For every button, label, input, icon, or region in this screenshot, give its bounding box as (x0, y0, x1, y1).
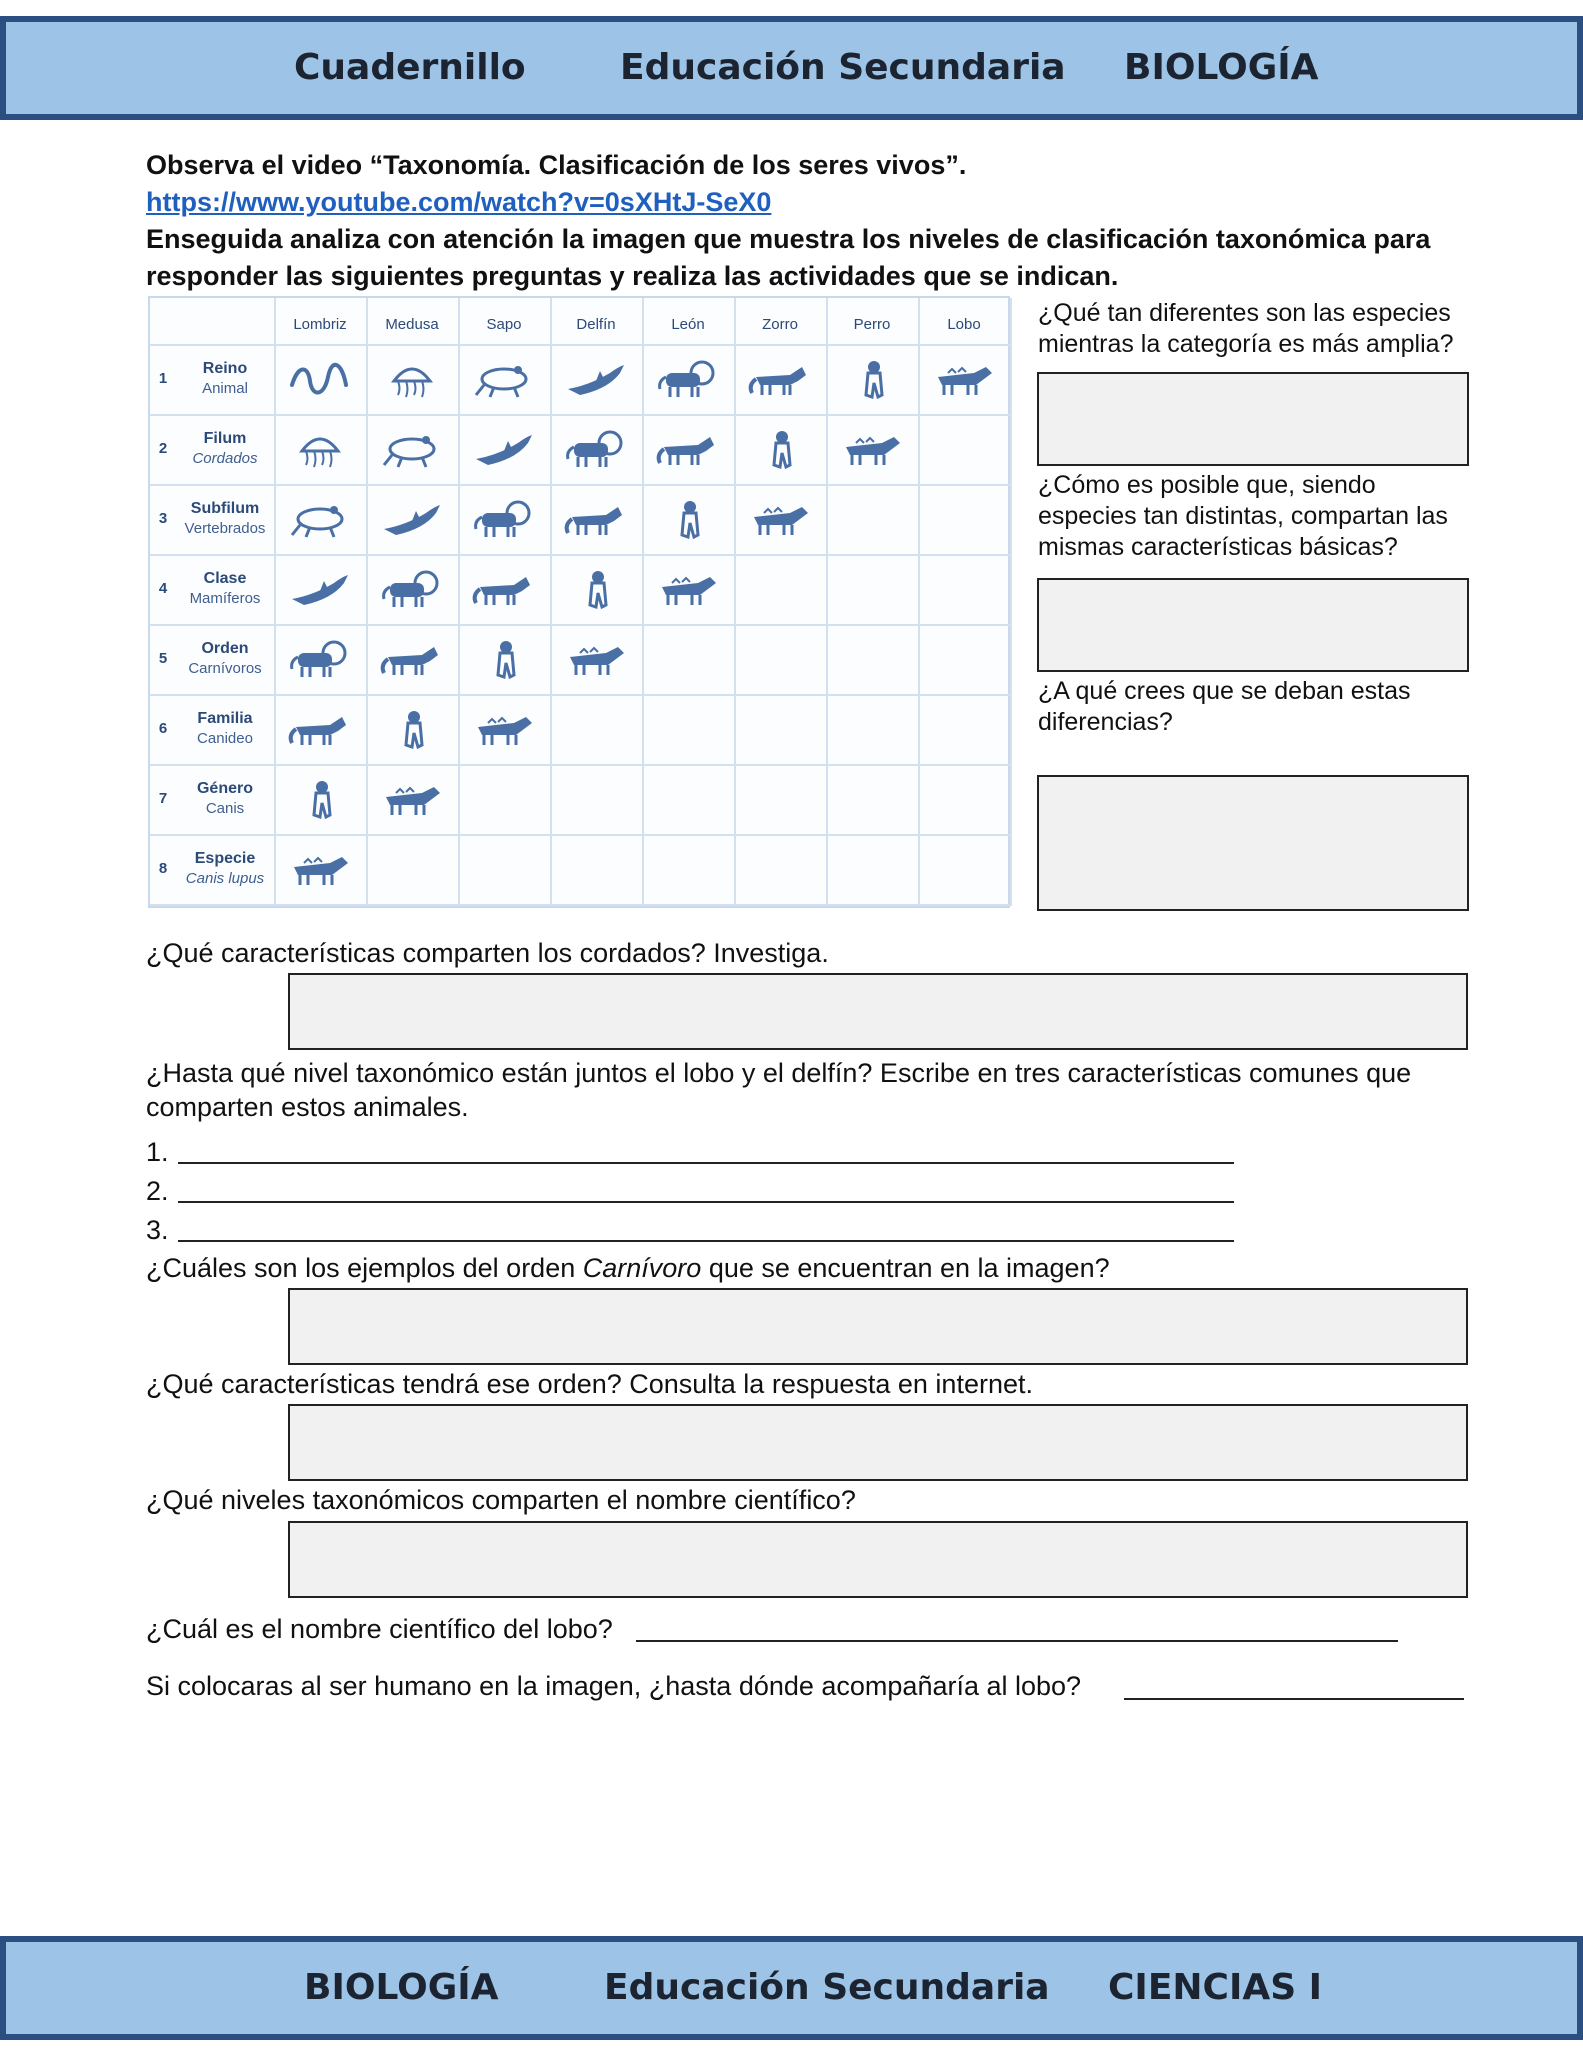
intro-line1: Observa el video “Taxonomía. Clasificación de los seres vivos”. (146, 150, 967, 180)
lion-icon (458, 485, 550, 555)
footer-center: Educación Secundaria (604, 1967, 1050, 2008)
column-header: Lombriz (293, 316, 347, 333)
side-question-2: ¿Cómo es posible que, siendo especies tan distintas, compartan las mismas características básicas? (1038, 471, 1448, 561)
rank-name: Filum (203, 430, 247, 447)
intro-line2: Enseguida analiza con atención la imagen que muestra los niveles de clasificación taxonómica para responder las siguientes preguntas y realiza las actividades que se indican. (146, 224, 1431, 291)
dog-icon (550, 555, 642, 625)
video-link[interactable]: https://www.youtube.com/watch?v=0sXHtJ-SeX0 (146, 187, 772, 217)
row-number: 3 (158, 510, 168, 527)
row-label (178, 709, 272, 748)
question-carnivoro (146, 1251, 1110, 1285)
rank-group: Carnívoros (188, 660, 262, 677)
lion-icon (642, 345, 734, 415)
question-humano: Si colocaras al ser humano en la imagen, ¿hasta dónde acompañaría al lobo? (146, 1671, 1082, 1701)
dog-icon (642, 485, 734, 555)
row-label (178, 359, 272, 398)
item-number-1: 1. (146, 1137, 169, 1167)
footer-left: BIOLOGÍA (304, 1967, 499, 2008)
rank-group: Canis (205, 800, 245, 817)
header-right: BIOLOGÍA (1124, 47, 1319, 88)
jellyfish-icon (366, 345, 458, 415)
answer-box-orden[interactable] (288, 1404, 1468, 1481)
rank-name: Género (196, 780, 253, 797)
question-carnivoro-term: Carnívoro (582, 1253, 702, 1283)
rank-name: Familia (197, 710, 253, 727)
answer-box-niveles[interactable] (288, 1521, 1468, 1598)
wolf-icon (458, 695, 550, 765)
fox-icon (366, 625, 458, 695)
row-number: 8 (158, 860, 168, 877)
dog-icon (458, 625, 550, 695)
rank-group: Vertebrados (184, 520, 266, 537)
dog-icon (274, 765, 366, 835)
wolf-icon (550, 625, 642, 695)
fox-icon (642, 415, 734, 485)
lion-icon (366, 555, 458, 625)
question-carnivoro-post: que se encuentran en la imagen? (708, 1253, 1110, 1283)
row-label (178, 779, 272, 818)
column-header: Medusa (385, 316, 439, 333)
answer-box-side-3[interactable] (1037, 775, 1469, 911)
row-label (178, 429, 272, 468)
item-number-3: 3. (146, 1215, 169, 1245)
question-lobo-delfin: ¿Hasta qué nivel taxonómico están juntos el lobo y el delfín? Escribe en tres características comunes que comparten estos animales. (146, 1058, 1412, 1122)
row-label (178, 639, 272, 678)
wolf-icon (366, 765, 458, 835)
row-label (178, 499, 272, 538)
dog-icon (366, 695, 458, 765)
answer-box-carnivoro[interactable] (288, 1288, 1468, 1365)
row-number: 2 (158, 440, 168, 457)
rank-group: Cordados (192, 450, 258, 467)
answer-line-lobo-nombre[interactable] (636, 1640, 1398, 1642)
frog-icon (458, 345, 550, 415)
header-left: Cuadernillo (294, 47, 526, 88)
answer-line-1[interactable] (178, 1162, 1234, 1164)
row-number: 7 (158, 790, 168, 807)
row-number: 6 (158, 720, 168, 737)
dolphin-icon (366, 485, 458, 555)
rank-name: Especie (194, 850, 256, 867)
question-lobo-nombre: ¿Cuál es el nombre científico del lobo? (146, 1614, 613, 1644)
side-question-1: ¿Qué tan diferentes son las especies mientras la categoría es más amplia? (1038, 299, 1454, 358)
column-header: Sapo (486, 316, 522, 333)
row-label (178, 849, 272, 888)
taxonomy-table (148, 296, 1010, 908)
lion-icon (274, 625, 366, 695)
wolf-icon (642, 555, 734, 625)
side-question-3: ¿A qué crees que se deban estas diferencias? (1038, 677, 1411, 736)
fox-icon (734, 345, 826, 415)
jellyfish-icon (274, 415, 366, 485)
question-niveles: ¿Qué niveles taxonómicos comparten el nombre científico? (146, 1485, 856, 1515)
answer-box-side-1[interactable] (1037, 372, 1469, 466)
dolphin-icon (274, 555, 366, 625)
dolphin-icon (550, 345, 642, 415)
question-carnivoro-pre: ¿Cuáles son los ejemplos del orden (146, 1253, 576, 1283)
wolf-icon (734, 485, 826, 555)
row-number: 5 (158, 650, 168, 667)
item-number-2: 2. (146, 1176, 169, 1206)
wolf-icon (918, 345, 1010, 415)
grid-line (1010, 298, 1012, 906)
rank-name: Clase (203, 570, 247, 587)
rank-name: Orden (201, 640, 249, 657)
row-number: 1 (158, 370, 168, 387)
rank-group: Canideo (197, 730, 253, 747)
frog-icon (366, 415, 458, 485)
fox-icon (458, 555, 550, 625)
answer-box-cordados[interactable] (288, 973, 1468, 1050)
answer-box-side-2[interactable] (1037, 578, 1469, 672)
wolf-icon (826, 415, 918, 485)
row-label (178, 569, 272, 608)
row-number: 4 (158, 580, 168, 597)
column-header: Zorro (762, 316, 798, 333)
dog-icon (826, 345, 918, 415)
answer-line-3[interactable] (178, 1240, 1234, 1242)
rank-group: Mamíferos (189, 590, 261, 607)
column-header: León (671, 316, 705, 333)
column-header: Lobo (947, 316, 981, 333)
fox-icon (274, 695, 366, 765)
header-center: Educación Secundaria (620, 47, 1066, 88)
question-cordados: ¿Qué características comparten los cordados? Investiga. (146, 938, 829, 968)
footer-right: CIENCIAS I (1108, 1967, 1323, 2008)
dog-icon (734, 415, 826, 485)
worm-icon (274, 345, 366, 415)
rank-name: Subfilum (190, 500, 260, 517)
header-band (0, 16, 1583, 120)
rank-group: Canis lupus (185, 870, 265, 887)
answer-line-2[interactable] (178, 1201, 1234, 1203)
fox-icon (550, 485, 642, 555)
rank-group: Animal (202, 380, 248, 397)
column-header: Perro (853, 316, 891, 333)
frog-icon (274, 485, 366, 555)
rank-name: Reino (202, 360, 248, 377)
wolf-icon (274, 835, 366, 905)
lion-icon (550, 415, 642, 485)
footer-band (0, 1936, 1583, 2040)
question-orden: ¿Qué características tendrá ese orden? Consulta la respuesta en internet. (146, 1369, 1033, 1399)
answer-line-humano[interactable] (1124, 1698, 1464, 1700)
column-header: Delfín (576, 316, 616, 333)
dolphin-icon (458, 415, 550, 485)
